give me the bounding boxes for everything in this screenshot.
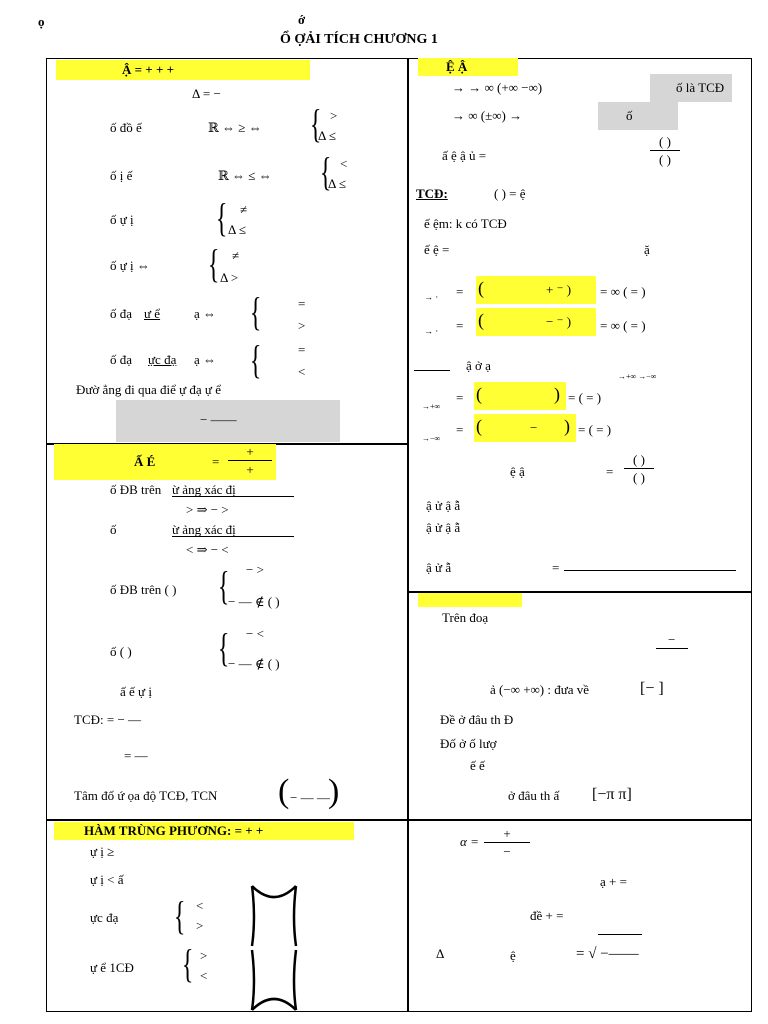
cubic-row-min-underlined: ư ể	[144, 306, 161, 321]
brace-icon: {	[249, 289, 262, 334]
rational-r4-case2: − — ∉ ( )	[228, 656, 280, 671]
cubic-r2-case1: <	[340, 156, 348, 171]
trig-row7-interval: [−π π]	[592, 786, 632, 803]
trig-title	[418, 593, 522, 607]
rational-row7: = —	[124, 748, 148, 763]
cubic-r4-case2: Δ >	[220, 270, 239, 285]
cubic-row-max: ố đạ	[110, 352, 133, 367]
trig-section	[408, 592, 752, 820]
rational-row5: ấ ế ự ị	[120, 684, 152, 699]
quartic-r3-case1: <	[196, 898, 204, 913]
brace-icon: {	[173, 893, 186, 938]
header-accent: ớ	[298, 12, 306, 27]
angle-alpha: α =	[460, 834, 479, 849]
rational-row2-underlined: ừ ảng xác đị	[172, 522, 236, 537]
angle-row4-text: ệ	[510, 948, 516, 963]
asym-highlight2-text: − ⁻ )	[546, 314, 572, 329]
asym-limit2-right: = ∞ ( = )	[600, 318, 646, 333]
asym-line12: ệ ậ	[510, 464, 525, 479]
header-mark: ọ	[38, 14, 45, 29]
asym-limit4-right: = ( = )	[578, 422, 612, 437]
asym-highlight1-text: + ⁻ )	[546, 282, 572, 297]
cubic-row-no-extrema: ố ự ị	[110, 212, 134, 227]
asym-highlight4	[474, 414, 576, 442]
rational-fraction: + +	[228, 444, 272, 477]
cubic-line-formula-text: − ——	[200, 412, 237, 427]
asym-line12-eq: =	[606, 464, 614, 479]
brace-icon: {	[217, 563, 230, 608]
asym-limit-eq1: =	[456, 284, 464, 299]
asym-limit-arrows-top: →+∞ →−∞	[618, 372, 657, 381]
cubic-row-decreasing-cond: ℝ ⇔ ≤ ⇔	[218, 168, 272, 183]
asym-highlight3-close: )	[554, 384, 560, 404]
asym-highlight2-paren: (	[478, 310, 484, 330]
asym-highlight3	[474, 382, 566, 410]
cubic-r2-case2: Δ ≤	[328, 176, 347, 191]
quartic-row3: ực đạ	[90, 910, 119, 925]
brace-icon: {	[309, 101, 322, 146]
rational-row2-line	[172, 536, 294, 537]
rational-row6: TCĐ: = − —	[74, 712, 142, 727]
cubic-title: Ậ = + + +	[56, 60, 310, 80]
asym-gray-block2	[598, 102, 678, 130]
asym-line15: ậ ử ẫ	[426, 560, 452, 575]
cubic-row-min: ố đạ	[110, 306, 133, 321]
asym-line1-right: ố là TCĐ	[676, 80, 725, 95]
asym-highlight2	[476, 308, 596, 336]
asym-highlight4-minus: −	[530, 420, 538, 435]
rational-row1-underlined: ừ ảng xác đị	[172, 482, 236, 497]
brace-icon: {	[215, 195, 228, 240]
asym-highlight1-paren: (	[478, 278, 484, 298]
cubic-row-decreasing: ố ị ế	[110, 168, 133, 183]
tcd-equation: ( ) = ệ	[494, 186, 526, 201]
cubic-line-formula	[116, 400, 340, 442]
asym-highlight1	[476, 276, 596, 304]
brace-icon: {	[181, 941, 194, 986]
quartic-graph-w-icon	[248, 884, 300, 948]
quartic-row4: ự ể 1CĐ	[90, 960, 134, 975]
asym-highlight4-close: )	[564, 416, 570, 436]
angle-fraction-den: −	[503, 844, 511, 859]
cubic-r5-case2: >	[298, 318, 306, 333]
asym-line9: ậ ở ạ	[466, 358, 491, 373]
quartic-r3-case2: >	[196, 918, 204, 933]
angle-row3: đề + =	[530, 908, 564, 923]
asymptote-title: Ệ Ậ	[418, 58, 518, 76]
rational-row1: ố ĐB trên	[110, 482, 162, 497]
quartic-r4-case1: >	[200, 948, 208, 963]
asym-line2-right: ố	[626, 108, 633, 123]
trig-row2-line	[656, 648, 688, 649]
rational-r3-case1: − >	[246, 562, 264, 577]
asym-underline	[414, 370, 450, 371]
quartic-graph-m-icon	[248, 948, 300, 1012]
asym-line6: ế ệ =	[424, 242, 450, 257]
cubic-row-has-extrema: ố ự ị ⇔	[110, 258, 150, 273]
rational-eq: =	[212, 454, 220, 469]
rational-row1-cond: > ⇒ − >	[186, 502, 229, 517]
rational-r4-case1: − <	[246, 626, 264, 641]
asym-limit1-right: = ∞ ( = )	[600, 284, 646, 299]
angle-sqrt-bar	[598, 934, 642, 935]
asym-line5: ế ệm: k có TCĐ	[424, 216, 507, 231]
rational-row8: Tâm đố ứ ọa độ TCĐ, TCN	[74, 788, 218, 803]
asym-line6-right: ặ	[644, 242, 650, 257]
cubic-row-increasing: ố đồ ế	[110, 120, 142, 135]
quartic-title: HÀM TRÙNG PHƯƠNG: = + +	[54, 822, 354, 840]
asym-limit-eq2: =	[456, 318, 464, 333]
angle-row4-formula: = √ −——	[576, 946, 639, 962]
asym-limit-arrow3: →+∞	[422, 402, 441, 411]
asym-limit-arrow1: → ·	[424, 292, 439, 302]
trig-row1: Trên đoạ	[442, 610, 489, 625]
asym-line15-eq: =	[552, 560, 560, 575]
cubic-row-max-underlined: ực đạ	[148, 352, 177, 367]
cubic-r6-case2: <	[298, 364, 306, 379]
cubic-r1-case1: >	[330, 108, 338, 123]
angle-fraction-num: +	[503, 826, 511, 841]
cubic-r5-case1: =	[298, 296, 306, 311]
quartic-row2: ự ị < ấ	[90, 872, 124, 887]
asym-line13: ậ ử ậ ẫ	[426, 498, 461, 513]
asym-limit-eq4: =	[456, 422, 464, 437]
brace-icon: {	[319, 149, 332, 194]
rational-row2-cond: < ⇒ − <	[186, 542, 229, 557]
angle-fraction	[484, 826, 530, 859]
asym-limit-arrow4: →−∞	[422, 434, 441, 443]
cubic-r3-case1: ≠	[240, 202, 248, 217]
trig-row3: ả (−∞ +∞) : đưa về	[490, 682, 590, 697]
asym-highlight4-open: (	[476, 416, 482, 436]
trig-row2: −	[668, 632, 676, 647]
asym-line2: → ∞ (±∞) →	[452, 108, 523, 123]
cubic-row-max-cond: ạ ⇔	[194, 352, 217, 367]
cubic-r3-case2: Δ ≤	[228, 222, 247, 237]
asym-fraction2: ( ) ( )	[624, 452, 654, 485]
brace-icon: {	[217, 625, 230, 670]
rational-row3: ố ĐB trên ( )	[110, 582, 177, 597]
quartic-r4-case2: <	[200, 968, 208, 983]
page-title: Ổ ỢẢI TÍCH CHƯƠNG 1	[280, 32, 438, 47]
asym-limit3-right: = ( = )	[568, 390, 602, 405]
asym-line14: ậ ử ậ ẫ	[426, 520, 461, 535]
cubic-row-increasing-cond: ℝ ⇔ ≥ ⇔	[208, 120, 262, 135]
asym-limit-arrow2: → ·	[424, 326, 439, 336]
rational-row2: ố	[110, 522, 117, 537]
trig-row6: ế ế	[470, 758, 485, 773]
brace-icon: {	[207, 241, 220, 286]
cubic-row-min-cond: ạ ⇔	[194, 306, 217, 321]
asym-line3: ấ ệ ậ ủ =	[442, 148, 487, 163]
cubic-line-through-extrema: Đườ ẳng đi qua điể ự đạ ự ể	[76, 382, 221, 397]
asym-highlight3-open: (	[476, 384, 482, 404]
rational-row8-paren-text: − — —	[290, 790, 330, 805]
brace-icon: {	[249, 337, 262, 382]
trig-row7: ở đâu th ấ	[508, 788, 560, 803]
rational-row8-open: (	[278, 773, 290, 810]
trig-row4: Đề ở đâu th Đ	[440, 712, 514, 727]
asym-line1: → → ∞ (+∞ −∞)	[452, 80, 543, 95]
asym-limit-eq3: =	[456, 390, 464, 405]
rational-title: Ấ É	[134, 454, 156, 469]
cubic-delta: Δ = −	[192, 86, 221, 101]
cubic-r6-case1: =	[298, 342, 306, 357]
quartic-row1: ự ị ≥	[90, 844, 115, 859]
cubic-r4-case1: ≠	[232, 248, 240, 263]
angle-delta: Δ	[436, 946, 445, 961]
rational-r3-case2: − — ∉ ( )	[228, 594, 280, 609]
trig-row5: Đố ở ố lượ	[440, 736, 497, 751]
rational-row4: ố ( )	[110, 644, 132, 659]
asym-answer-line	[564, 570, 736, 571]
tcd-label: TCĐ:	[416, 186, 448, 201]
rational-row8-close: )	[328, 773, 340, 810]
angle-row2: ạ + =	[600, 874, 627, 889]
asym-fraction1: ( ) ( )	[650, 134, 680, 167]
cubic-r1-case2: Δ ≤	[318, 128, 337, 143]
trig-row3-interval: [− ]	[640, 680, 664, 697]
rational-row1-line	[172, 496, 294, 497]
